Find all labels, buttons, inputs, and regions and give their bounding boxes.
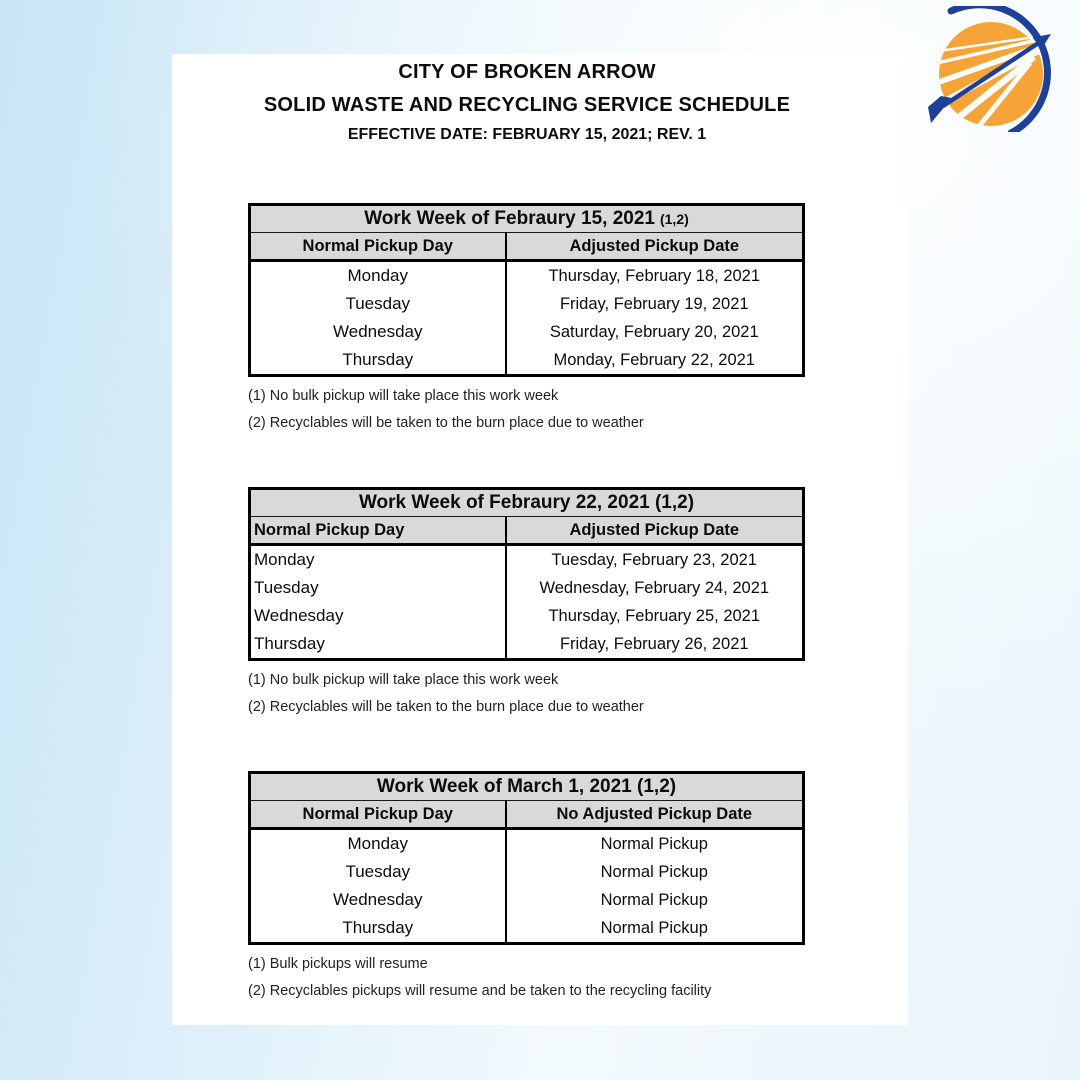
date-cell: Normal Pickup [506,858,804,886]
day-cell: Tuesday [254,578,319,597]
day-cell: Wednesday [254,606,344,625]
day-cell: Thursday [342,918,414,937]
table-footnotes [248,383,805,437]
date-cell: Wednesday, February 24, 2021 [506,574,804,602]
date-cell: Tuesday, February 23, 2021 [506,545,804,575]
footnote: (2) Recyclables will be taken to the burn place due to weather [248,699,644,715]
day-cell: Monday [347,834,408,853]
day-cell: Thursday [342,350,414,369]
day-cell: Monday [347,266,408,285]
footnote: (1) No bulk pickup will take place this work week [248,672,559,688]
table-title-text: Work Week of Febraury 22, 2021 (1,2) [358,492,695,513]
column-header-adjusted-pickup-date: Adjusted Pickup Date [506,517,804,545]
day-cell: Tuesday [345,862,411,881]
schedule-block-week2 [248,487,805,721]
day-cell: Wednesday [333,322,423,341]
broken-arrow-logo-svg [928,6,1054,132]
table-header-row [250,801,804,829]
footnote: (1) Bulk pickups will resume [248,956,428,972]
logo-arrow-fletching [928,96,952,123]
table-row [250,318,804,346]
date-cell: Normal Pickup [506,914,804,944]
table-row [250,858,804,886]
day-cell: Wednesday [333,890,423,909]
page-title: CITY OF BROKEN ARROW [398,61,656,83]
date-cell: Thursday, February 18, 2021 [506,261,804,291]
table-footnotes [248,951,805,1005]
table-title [250,489,804,517]
table-title-footnote-marker: (1,2) [659,211,689,227]
table-row [250,574,804,602]
table-title [250,773,804,801]
table-row [250,914,804,944]
table-row [250,545,804,575]
column-header-normal-pickup-day: Normal Pickup Day [250,233,506,261]
table-row [250,630,804,660]
table-footnotes [248,667,805,721]
table-title-text: Work Week of March 1, 2021 (1,2) [376,776,677,797]
schedule-block-week1 [248,203,805,437]
column-header-normal-pickup-day: Normal Pickup Day [250,517,506,545]
footnote: (1) No bulk pickup will take place this work week [248,388,559,404]
day-cell: Tuesday [345,294,411,313]
table-title-row [250,773,804,801]
table-row [250,290,804,318]
document-header [172,54,882,148]
schedule-document [172,54,908,1025]
date-cell: Monday, February 22, 2021 [506,346,804,376]
table-title-text: Work Week of Febraury 15, 2021 [364,208,655,229]
column-header-normal-pickup-day: Normal Pickup Day [250,801,506,829]
date-cell: Friday, February 26, 2021 [506,630,804,660]
date-cell: Saturday, February 20, 2021 [506,318,804,346]
schedule-table-week3 [248,771,805,945]
date-cell: Thursday, February 25, 2021 [506,602,804,630]
date-cell: Friday, February 19, 2021 [506,290,804,318]
table-title [250,205,804,233]
table-row [250,829,804,859]
page-subtitle: SOLID WASTE AND RECYCLING SERVICE SCHEDULE [263,94,791,116]
footnote: (2) Recyclables pickups will resume and be taken to the recycling facility [248,983,712,999]
table-title-row [250,489,804,517]
schedule-block-week3 [248,771,805,1005]
date-cell: Normal Pickup [506,829,804,859]
table-row [250,346,804,376]
day-cell: Monday [254,550,315,569]
table-title-row [250,205,804,233]
table-header-row [250,233,804,261]
table-header-row [250,517,804,545]
broken-arrow-logo-icon [928,6,1054,132]
column-header-no-adjusted-pickup-date: No Adjusted Pickup Date [506,801,804,829]
footnote: (2) Recyclables will be taken to the burn place due to weather [248,415,644,431]
schedule-table-week1 [248,203,805,377]
table-row [250,261,804,291]
table-row [250,602,804,630]
date-cell: Normal Pickup [506,886,804,914]
effective-date-line: EFFECTIVE DATE: FEBRUARY 15, 2021; REV. 1 [347,126,707,143]
schedule-table-week2 [248,487,805,661]
column-header-adjusted-pickup-date: Adjusted Pickup Date [506,233,804,261]
table-row [250,886,804,914]
day-cell: Thursday [254,634,325,653]
